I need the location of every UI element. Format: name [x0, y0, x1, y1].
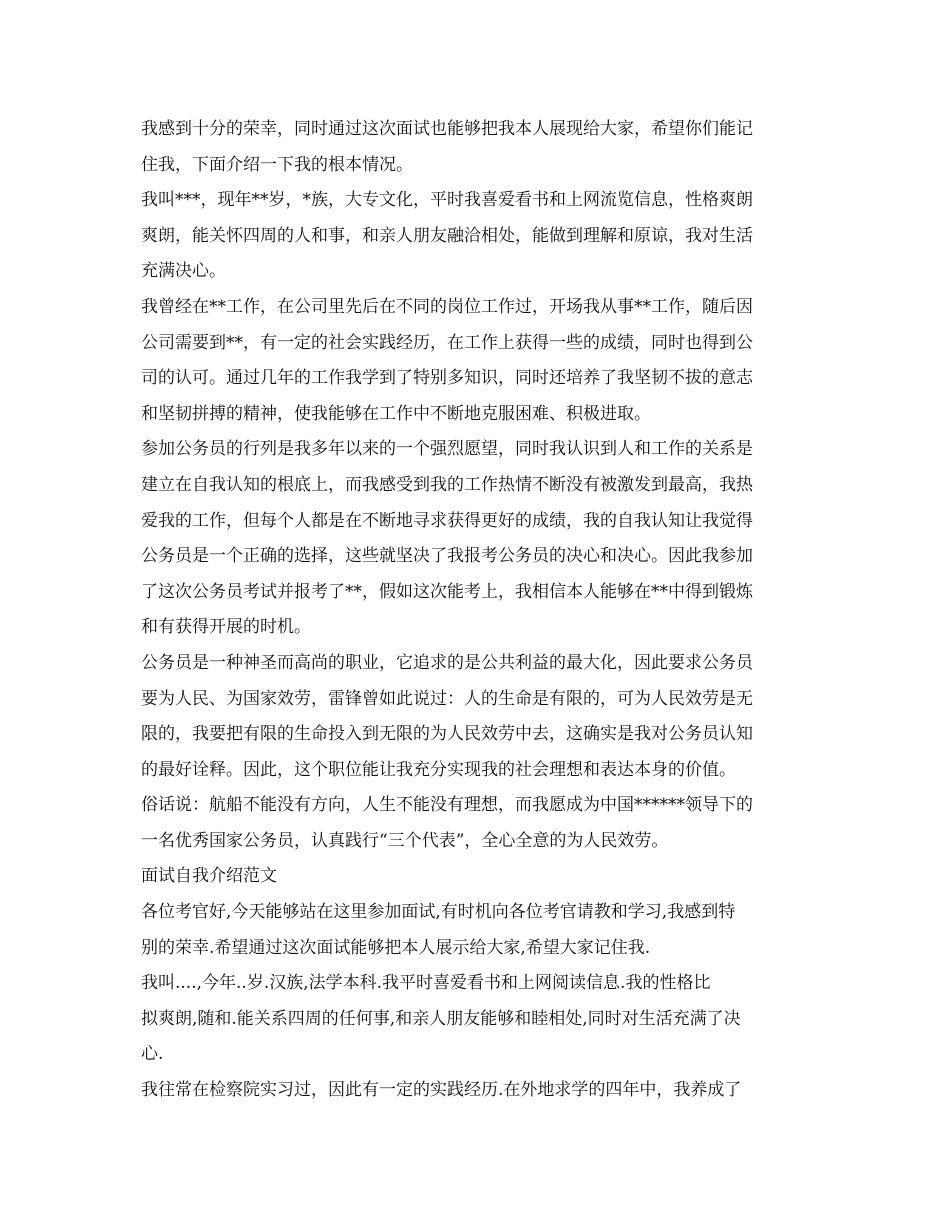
- text-line: 我往常在检察院实习过，因此有一定的实践经历.在外地求学的四年中，我养成了: [141, 1080, 742, 1101]
- paragraph: [141, 895, 821, 966]
- text-line: 俗话说：航船不能没有方向，人生不能没有理想，而我愿成为中国******领导下的: [141, 795, 753, 816]
- paragraph: [141, 183, 821, 290]
- paragraph: [141, 290, 821, 432]
- paragraph: [141, 112, 821, 183]
- text-line: 公务员是一种神圣而高尚的职业，它追求的是公共利益的最大化，因此要求公务员: [141, 652, 753, 673]
- text-line: 了这次公务员考试并报考了**，假如这次能考上，我相信本人能够在**中得到锻炼: [141, 581, 753, 602]
- text-line: 住我，下面介绍一下我的根本情况。: [141, 154, 413, 175]
- text-line: 面试自我介绍范文: [141, 866, 277, 887]
- paragraph: [141, 788, 821, 859]
- text-line: 公务员是一个正确的选择，这些就坚决了我报考公务员的决心和决心。因此我参加: [141, 546, 753, 567]
- text-line: 限的，我要把有限的生命投入到无限的为人民效劳中去，这确实是我对公务员认知: [141, 724, 753, 745]
- text-line: 充满决心。: [141, 261, 226, 282]
- text-line: 建立在自我认知的根底上，而我感受到我的工作热情不断没有被激发到最高，我热: [141, 474, 753, 495]
- text-line: 我感到十分的荣幸，同时通过这次面试也能够把我本人展现给大家，希望你们能记: [141, 119, 753, 139]
- text-line: 爱我的工作，但每个人都是在不断地寻求获得更好的成绩，我的自我认知让我觉得: [141, 510, 753, 531]
- text-line: 和有获得开展的时机。: [141, 617, 311, 638]
- document-body: [141, 112, 821, 1109]
- text-line: 爽朗，能关怀四周的人和事，和亲人朋友融洽相处，能做到理解和原谅，我对生活: [141, 225, 753, 246]
- text-line: 拟爽朗,随和.能关系四周的任何事,和亲人朋友能够和睦相处,同时对生活充满了决: [141, 1008, 741, 1029]
- text-line: 我叫***，现年**岁，*族，大专文化，平时我喜爱看书和上网流览信息，性格爽朗: [141, 190, 753, 211]
- paragraph: [141, 966, 821, 1073]
- text-line: 和坚韧拼搏的精神，使我能够在工作中不断地克服困难、积极进取。: [141, 403, 651, 424]
- text-line: 一名优秀国家公务员，认真践行“三个代表”，全心全意的为人民效劳。: [141, 830, 669, 851]
- text-line: 公司需要到**，有一定的社会实践经历，在工作上获得一些的成绩，同时也得到公: [141, 332, 753, 353]
- text-line: 参加公务员的行列是我多年以来的一个强烈愿望，同时我认识到人和工作的关系是: [141, 439, 753, 460]
- paragraph: [141, 1073, 821, 1109]
- text-line: 别的荣幸.希望通过这次面试能够把本人展示给大家,希望大家记住我.: [141, 937, 651, 958]
- paragraph: [141, 646, 821, 788]
- text-line: 我曾经在**工作，在公司里先后在不同的岗位工作过，开场我从事**工作，随后因: [141, 296, 753, 317]
- text-line: 的最好诠释。因此，这个职位能让我充分实现我的社会理想和表达本身的价值。: [141, 759, 736, 780]
- text-line: 要为人民、为国家效劳，雷锋曾如此说过：人的生命是有限的，可为人民效劳是无: [141, 688, 753, 709]
- text-line: 我叫....,今年..岁.汉族,法学本科.我平时喜爱看书和上网阅读信息.我的性格比: [141, 973, 711, 994]
- text-line: 各位考官好,今天能够站在这里参加面试,有时机向各位考官请教和学习,我感到特: [141, 902, 736, 923]
- text-line: 司的认可。通过几年的工作我学到了特别多知识，同时还培养了我坚韧不拔的意志: [141, 368, 753, 389]
- text-line: 心.: [141, 1044, 164, 1065]
- paragraph: [141, 859, 821, 895]
- paragraph: [141, 432, 821, 646]
